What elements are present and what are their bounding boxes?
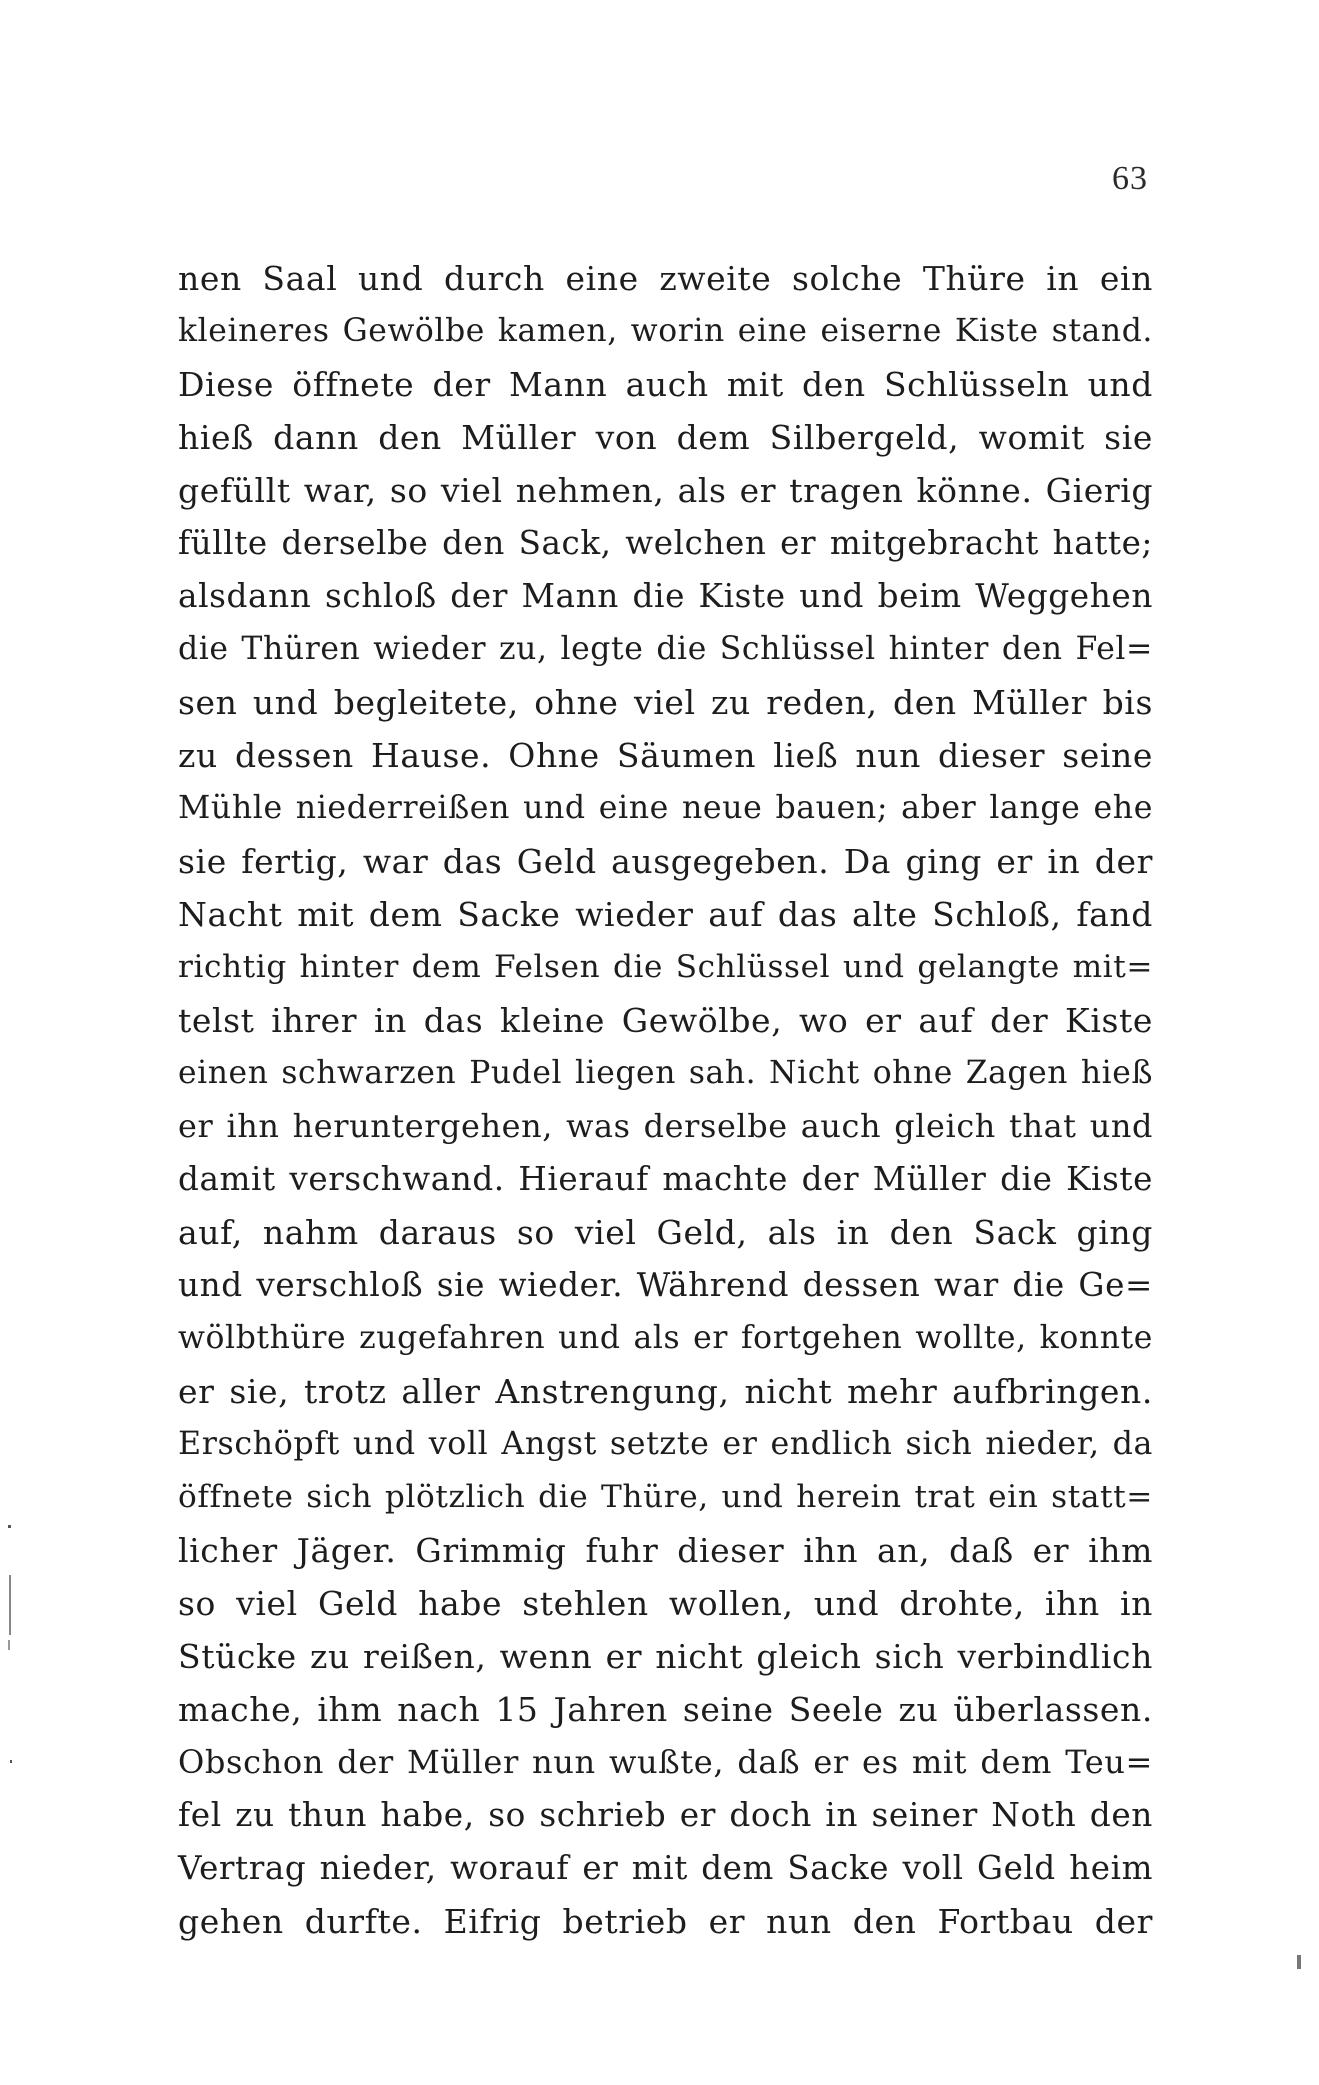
- text-line: sie fertig, war das Geld ausgegeben. Da ging er in der: [178, 842, 1153, 881]
- text-line: Nacht mit dem Sacke wieder auf das alte Schloß, fand: [178, 895, 1153, 934]
- body-text: [178, 252, 1153, 1948]
- text-line: nen Saal und durch eine zweite solche Thüre in ein: [178, 259, 1153, 298]
- text-line: füllte derselbe den Sack, welchen er mitgebracht hatte;: [178, 524, 1153, 562]
- scan-speck: [8, 1525, 11, 1528]
- text-line: damit verschwand. Hierauf machte der Müller die Kiste: [178, 1160, 1153, 1198]
- text-line: Mühle niederreißen und eine neue bauen; aber lange ehe: [178, 790, 1153, 826]
- text-line: gehen durfte. Eifrig betrieb er nun den Fortbau der: [178, 1902, 1153, 1941]
- text-line: sen und begleitete, ohne viel zu reden, den Müller bis: [178, 683, 1153, 722]
- text-line: er ihn heruntergehen, was derselbe auch gleich that und: [178, 1107, 1153, 1145]
- text-line: wölbthüre zugefahren und als er fortgehen wollte, konnte: [178, 1320, 1153, 1356]
- text-line: auf, nahm daraus so viel Geld, als in den Sack ging: [178, 1213, 1153, 1252]
- scan-speck: [1297, 1955, 1301, 1969]
- text-line: richtig hinter dem Felsen die Schlüssel und gelangte mit=: [178, 949, 1153, 985]
- text-line: Vertrag nieder, worauf er mit dem Sacke voll Geld heim: [178, 1849, 1153, 1887]
- text-line: Stücke zu reißen, wenn er nicht gleich sich verbindlich: [178, 1637, 1153, 1676]
- text-line: fel zu thun habe, so schrieb er doch in seiner Noth den: [178, 1796, 1153, 1834]
- text-line: zu dessen Hause. Ohne Säumen ließ nun dieser seine: [178, 736, 1153, 775]
- text-line: kleineres Gewölbe kamen, worin eine eiserne Kiste stand.: [178, 313, 1153, 349]
- text-line: die Thüren wieder zu, legte die Schlüssel hinter den Fel=: [178, 631, 1153, 667]
- text-line: Obschon der Müller nun wußte, daß er es mit dem Teu=: [178, 1743, 1153, 1781]
- text-line: Diese öffnete der Mann auch mit den Schlüsseln und: [178, 365, 1153, 404]
- scan-speck: [8, 1640, 10, 1650]
- text-line: Erschöpft und voll Angst setzte er endlich sich nieder, da: [178, 1426, 1153, 1462]
- text-line: mache, ihm nach 15 Jahren seine Seele zu überlassen.: [178, 1690, 1153, 1729]
- scan-edge-line: [9, 1575, 11, 1635]
- scan-speck: [10, 1760, 12, 1763]
- text-line: er sie, trotz aller Anstrengung, nicht mehr aufbringen.: [178, 1372, 1153, 1411]
- text-line: licher Jäger. Grimmig fuhr dieser ihn an, daß er ihm: [178, 1531, 1153, 1570]
- text-line: hieß dann den Müller von dem Silbergeld, womit sie: [178, 418, 1153, 457]
- text-line: alsdann schloß der Mann die Kiste und beim Weggehen: [178, 577, 1153, 615]
- text-line: und verschloß sie wieder. Während dessen war die Ge=: [178, 1266, 1153, 1304]
- text-line: gefüllt war, so viel nehmen, als er tragen könne. Gierig: [178, 471, 1154, 510]
- page-number: 63: [1112, 160, 1148, 197]
- text-line: so viel Geld habe stehlen wollen, und drohte, ihn in: [178, 1584, 1153, 1623]
- text-line: öffnete sich plötzlich die Thüre, und herein trat ein statt=: [178, 1479, 1153, 1515]
- text-line: einen schwarzen Pudel liegen sah. Nicht ohne Zagen hieß: [178, 1055, 1153, 1091]
- text-line: telst ihrer in das kleine Gewölbe, wo er auf der Kiste: [178, 1001, 1153, 1040]
